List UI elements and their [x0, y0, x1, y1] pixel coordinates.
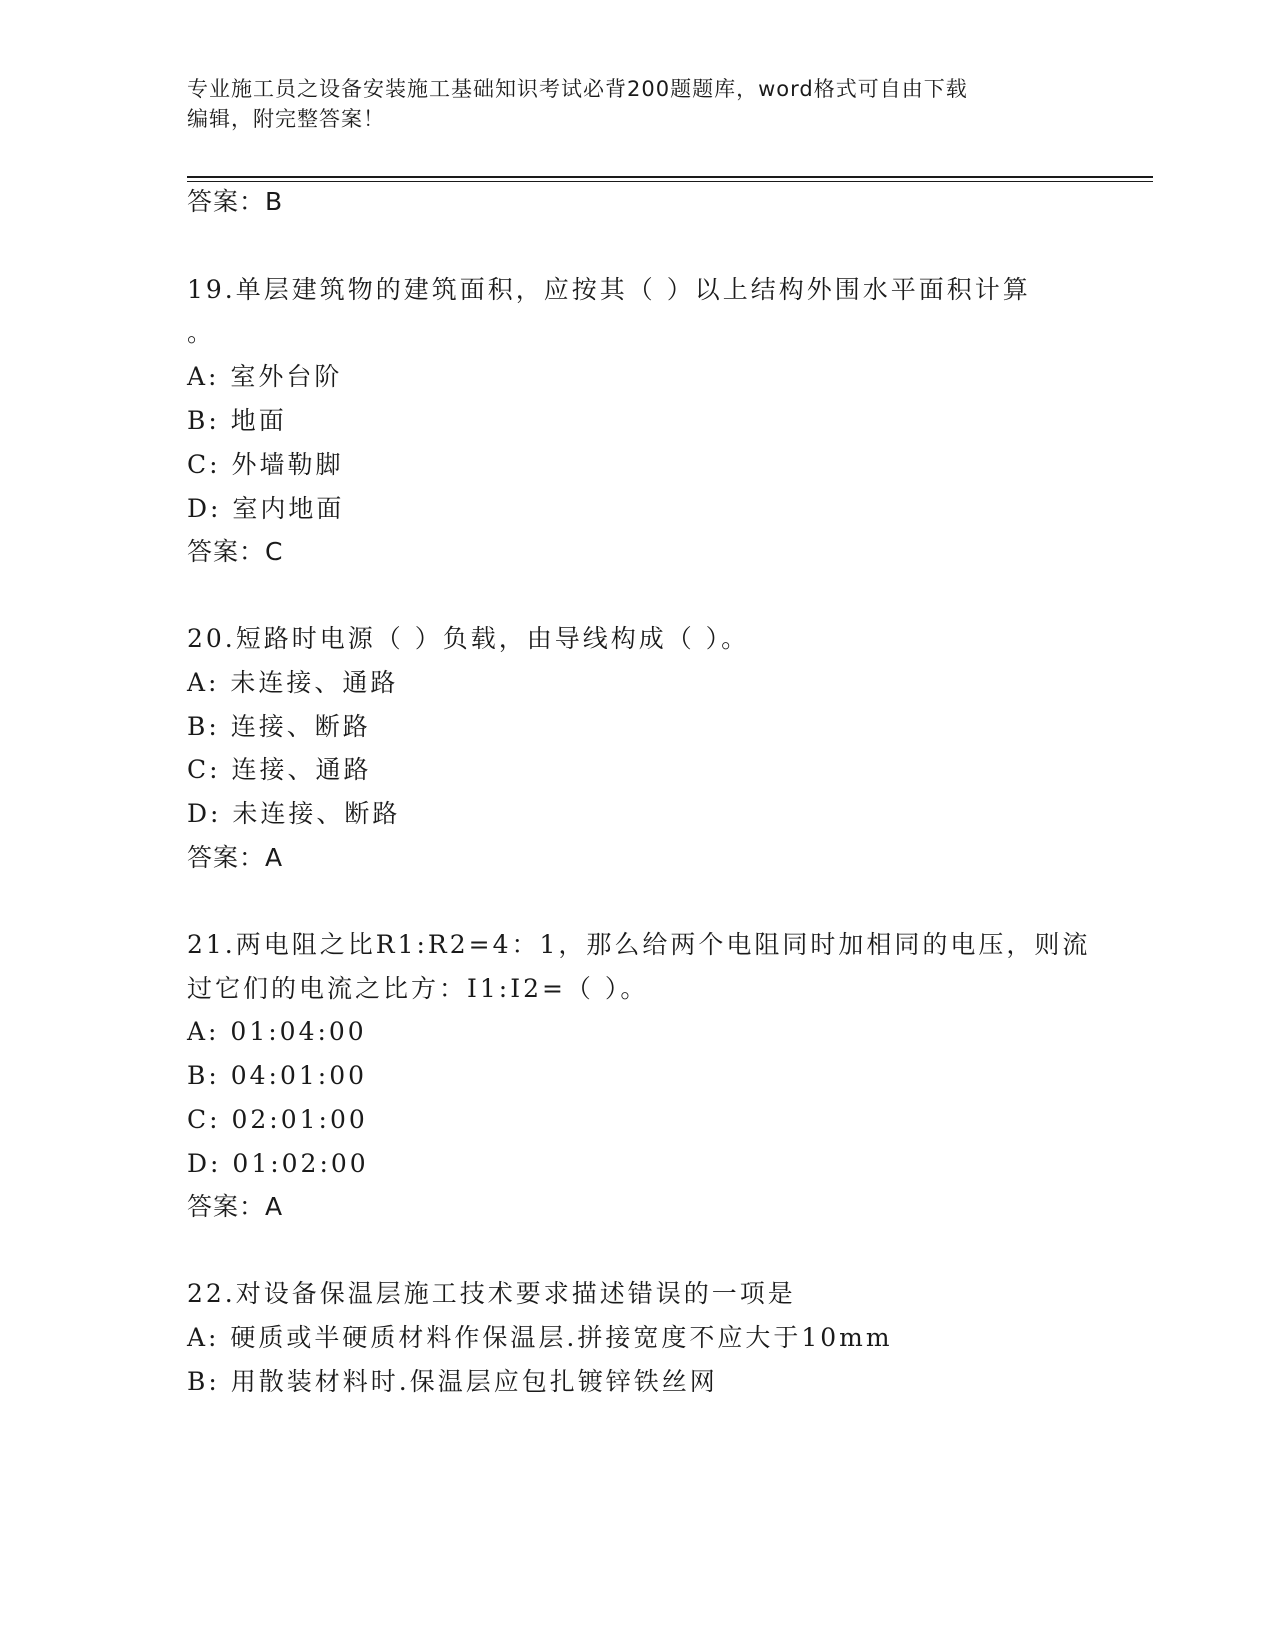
question-19-option-c: C: 外墙勒脚 — [187, 450, 344, 479]
question-20-stem: 20.短路时电源（ ）负载，由导线构成（ ）。 — [187, 624, 750, 653]
question-21-option-b: B: 04:01:00 — [187, 1061, 368, 1090]
question-20-option-c: C: 连接、通路 — [187, 755, 372, 784]
question-21-answer: 答案：A — [187, 1192, 284, 1221]
question-19-option-b: B: 地面 — [187, 406, 287, 435]
document-header — [187, 74, 1077, 134]
question-22-option-b: B: 用散装材料时.保温层应包扎镀锌铁丝网 — [187, 1367, 718, 1396]
question-22-stem: 22.对设备保温层施工技术要求描述错误的一项是 — [187, 1279, 796, 1308]
question-20-option-a: A: 未连接、通路 — [187, 668, 399, 697]
question-19-option-a: A: 室外台阶 — [187, 362, 343, 391]
question-21-stem: 21.两电阻之比R1:R2=4：1，那么给两个电阻同时加相同的电压，则流 — [187, 930, 1091, 959]
question-20-option-d: D: 未连接、断路 — [187, 799, 401, 828]
question-22-option-a: A: 硬质或半硬质材料作保温层.拼接宽度不应大于10mm — [187, 1323, 893, 1352]
question-21-stem-continued: 过它们的电流之比方：I1:I2=（ ）。 — [187, 974, 649, 1003]
question-21-option-a: A: 01:04:00 — [187, 1017, 367, 1046]
question-20-answer: 答案：A — [187, 843, 284, 872]
question-21-option-c: C: 02:01:00 — [187, 1105, 368, 1134]
header-divider-thin — [187, 181, 1153, 182]
question-19-answer: 答案：C — [187, 537, 284, 566]
header-line-2: 编辑，附完整答案！ — [187, 107, 385, 131]
answer-18: 答案：B — [187, 187, 284, 216]
question-19-stem-continued: 。 — [187, 318, 216, 347]
question-20-option-b: B: 连接、断路 — [187, 712, 371, 741]
question-21-option-d: D: 01:02:00 — [187, 1149, 369, 1178]
question-19-option-d: D: 室内地面 — [187, 494, 345, 523]
header-divider-thick — [187, 176, 1153, 178]
header-line-1: 专业施工员之设备安装施工基础知识考试必背200题题库，word格式可自由下载 — [187, 77, 968, 101]
question-19-stem: 19.单层建筑物的建筑面积，应按其（ ）以上结构外围水平面积计算 — [187, 275, 1031, 304]
